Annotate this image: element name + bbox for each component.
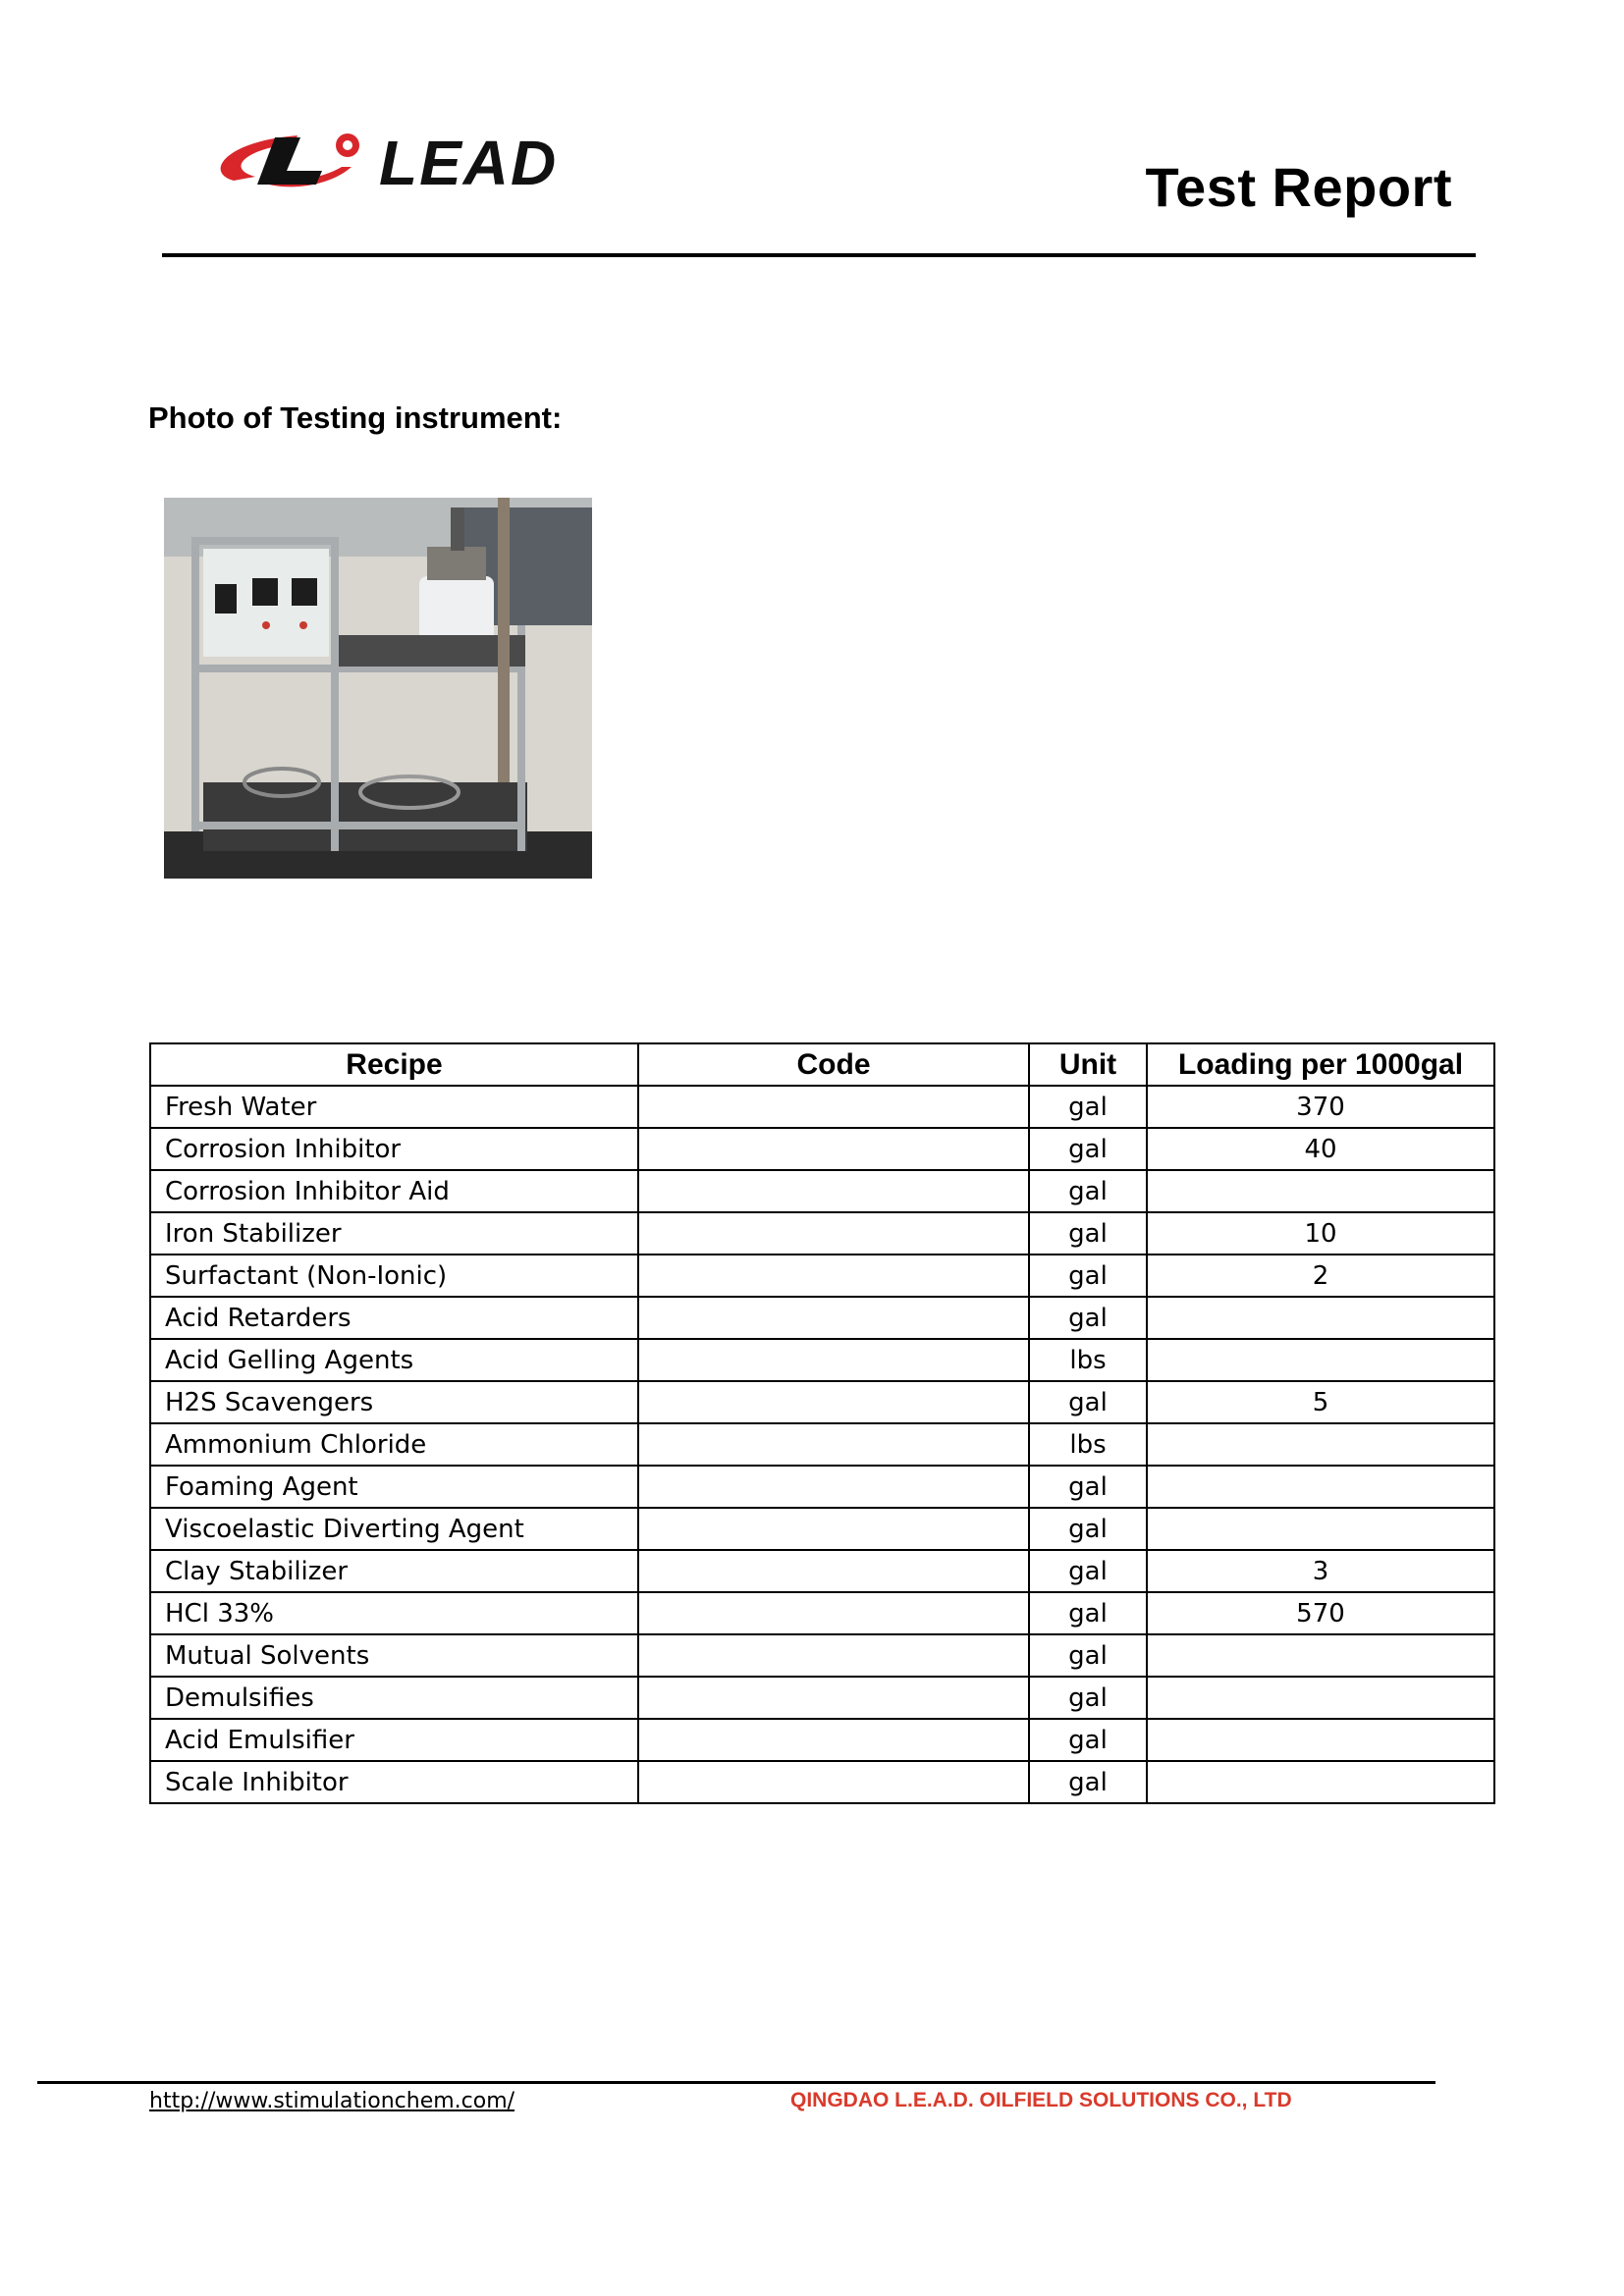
- loading-cell: 370: [1147, 1086, 1494, 1128]
- unit-cell: gal: [1029, 1508, 1147, 1550]
- loading-cell: [1147, 1634, 1494, 1677]
- recipe-cell: Acid Emulsifier: [150, 1719, 638, 1761]
- table-row: [150, 1508, 1494, 1550]
- code-cell: [638, 1381, 1029, 1423]
- code-cell: [638, 1634, 1029, 1677]
- code-cell: [638, 1761, 1029, 1803]
- loading-cell: [1147, 1508, 1494, 1550]
- recipe-cell: Acid Gelling Agents: [150, 1339, 638, 1381]
- unit-cell: gal: [1029, 1761, 1147, 1803]
- loading-cell: 570: [1147, 1592, 1494, 1634]
- unit-cell: gal: [1029, 1128, 1147, 1170]
- loading-cell: [1147, 1719, 1494, 1761]
- photo-section-label: Photo of Testing instrument:: [148, 400, 563, 435]
- unit-cell: gal: [1029, 1255, 1147, 1297]
- recipe-cell: Corrosion Inhibitor Aid: [150, 1170, 638, 1212]
- unit-cell: gal: [1029, 1550, 1147, 1592]
- loading-cell: [1147, 1339, 1494, 1381]
- recipe-cell: Scale Inhibitor: [150, 1761, 638, 1803]
- loading-cell: [1147, 1170, 1494, 1212]
- table-row: [150, 1677, 1494, 1719]
- code-cell: [638, 1170, 1029, 1212]
- table-row: [150, 1634, 1494, 1677]
- table-row: [150, 1466, 1494, 1508]
- unit-cell: gal: [1029, 1466, 1147, 1508]
- loading-cell: [1147, 1466, 1494, 1508]
- table-row: [150, 1381, 1494, 1423]
- recipe-cell: H2S Scavengers: [150, 1381, 638, 1423]
- loading-cell: 3: [1147, 1550, 1494, 1592]
- loading-cell: 40: [1147, 1128, 1494, 1170]
- recipe-cell: Iron Stabilizer: [150, 1212, 638, 1255]
- code-cell: [638, 1212, 1029, 1255]
- table-row: [150, 1212, 1494, 1255]
- table-row: [150, 1339, 1494, 1381]
- loading-cell: 2: [1147, 1255, 1494, 1297]
- recipe-cell: Viscoelastic Diverting Agent: [150, 1508, 638, 1550]
- report-title: Test Report: [1145, 156, 1452, 218]
- code-cell: [638, 1297, 1029, 1339]
- company-logo: [204, 124, 617, 204]
- unit-cell: lbs: [1029, 1339, 1147, 1381]
- code-cell: [638, 1508, 1029, 1550]
- recipe-cell: Foaming Agent: [150, 1466, 638, 1508]
- code-cell: [638, 1466, 1029, 1508]
- code-cell: [638, 1128, 1029, 1170]
- recipe-cell: Ammonium Chloride: [150, 1423, 638, 1466]
- code-cell: [638, 1423, 1029, 1466]
- recipe-cell: Mutual Solvents: [150, 1634, 638, 1677]
- logo-wordmark: LEAD: [379, 128, 559, 198]
- table-row: [150, 1761, 1494, 1803]
- recipe-cell: Acid Retarders: [150, 1297, 638, 1339]
- column-header-loading: Loading per 1000gal: [1147, 1043, 1494, 1086]
- table-row: [150, 1170, 1494, 1212]
- recipe-cell: Corrosion Inhibitor: [150, 1128, 638, 1170]
- table-row: [150, 1297, 1494, 1339]
- recipe-cell: Surfactant (Non-Ionic): [150, 1255, 638, 1297]
- code-cell: [638, 1550, 1029, 1592]
- column-header-unit: Unit: [1029, 1043, 1147, 1086]
- unit-cell: lbs: [1029, 1423, 1147, 1466]
- column-header-code: Code: [638, 1043, 1029, 1086]
- loading-cell: [1147, 1297, 1494, 1339]
- header-divider: [162, 253, 1476, 257]
- table-row: [150, 1255, 1494, 1297]
- table-row: [150, 1592, 1494, 1634]
- table-row: [150, 1719, 1494, 1761]
- unit-cell: gal: [1029, 1381, 1147, 1423]
- code-cell: [638, 1086, 1029, 1128]
- code-cell: [638, 1719, 1029, 1761]
- loading-cell: 10: [1147, 1212, 1494, 1255]
- unit-cell: gal: [1029, 1719, 1147, 1761]
- code-cell: [638, 1339, 1029, 1381]
- recipe-table: [149, 1042, 1495, 1804]
- recipe-cell: Fresh Water: [150, 1086, 638, 1128]
- loading-cell: 5: [1147, 1381, 1494, 1423]
- company-name: QINGDAO L.E.A.D. OILFIELD SOLUTIONS CO., LTD: [790, 2089, 1292, 2111]
- column-header-recipe: Recipe: [150, 1043, 638, 1086]
- unit-cell: gal: [1029, 1297, 1147, 1339]
- loading-cell: [1147, 1423, 1494, 1466]
- code-cell: [638, 1677, 1029, 1719]
- code-cell: [638, 1592, 1029, 1634]
- table-row: [150, 1086, 1494, 1128]
- table-row: [150, 1550, 1494, 1592]
- unit-cell: gal: [1029, 1086, 1147, 1128]
- table-row: [150, 1423, 1494, 1466]
- unit-cell: gal: [1029, 1170, 1147, 1212]
- recipe-cell: Demulsifies: [150, 1677, 638, 1719]
- table-header-row: [150, 1043, 1494, 1086]
- recipe-cell: HCl 33%: [150, 1592, 638, 1634]
- unit-cell: gal: [1029, 1212, 1147, 1255]
- code-cell: [638, 1255, 1029, 1297]
- testing-instrument-photo: [164, 498, 592, 879]
- unit-cell: gal: [1029, 1634, 1147, 1677]
- unit-cell: gal: [1029, 1677, 1147, 1719]
- website-link[interactable]: http://www.stimulationchem.com/: [149, 2089, 515, 2113]
- loading-cell: [1147, 1761, 1494, 1803]
- table-row: [150, 1128, 1494, 1170]
- unit-cell: gal: [1029, 1592, 1147, 1634]
- loading-cell: [1147, 1677, 1494, 1719]
- footer-divider: [37, 2081, 1435, 2084]
- recipe-cell: Clay Stabilizer: [150, 1550, 638, 1592]
